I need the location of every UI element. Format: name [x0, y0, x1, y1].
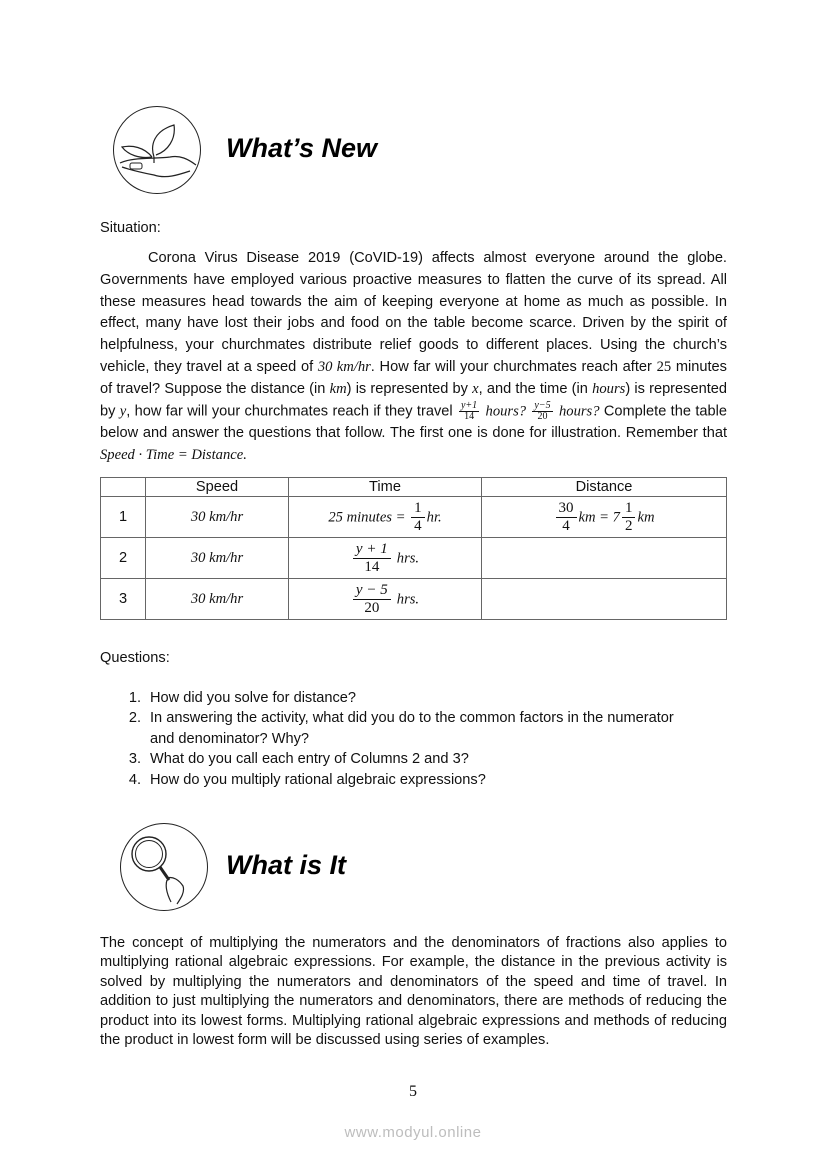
denominator: 14 — [464, 410, 475, 422]
hours-question: hours? — [485, 402, 527, 419]
hours-unit: hours — [592, 380, 626, 397]
denominator: 4 — [562, 517, 570, 534]
what-is-it-paragraph: The concept of multiplying the numerators and the denominators of fractions also applies to multiplying rational algebraic expressions. For example, the distance in the previous activity is solved by multiplying the numerators and denominators of the speed and time of travel. In addition to just multiplying the numerators and denominators, there are methods of reducing the product into its lowest forms. Multiplying rational algebraic expressions and methods of reducing the product in lowest form will be discussed using series of examples. — [100, 935, 727, 1049]
situation-paragraph — [100, 248, 727, 466]
time-suffix: hrs. — [396, 590, 420, 607]
distance-cell — [482, 497, 727, 538]
time-cell — [289, 497, 482, 538]
page-number: 5 — [409, 1083, 417, 1100]
situation-text: Complete the table below and answer the questions that follow. The first one is done for illustration. Remember that — [100, 402, 727, 441]
row-number: 2 — [101, 538, 146, 579]
question-text: and denominator? Why? — [150, 730, 310, 747]
situation-label: Situation: — [100, 220, 161, 236]
question-text: What do you call each entry of Columns 2 and 3? — [150, 751, 469, 768]
question-number: 4. — [128, 771, 141, 788]
table-header-row — [101, 478, 727, 497]
numerator: y+1 — [460, 399, 478, 411]
minutes-value: 25 — [656, 358, 672, 375]
speed-cell: 30 km/hr — [146, 538, 289, 579]
situation-text: Corona Virus Disease 2019 (CoVID-19) affects almost everyone around the globe. Governments have employed various proactive measures to flatten the curve of its spread. All these measures head towards the aim of keeping everyone at home as much as possible. In effect, many have lost their jobs and food on the table become scarce. Driven by the spirit of helpfulness, your churchmates distribute relief goods to different places. Using the church’s vehicle, they travel at a speed of — [100, 250, 727, 375]
numerator: y − 5 — [353, 582, 391, 600]
speed-cell: 30 km/hr — [146, 497, 289, 538]
row-number: 3 — [101, 579, 146, 620]
plant-in-hand-icon — [113, 106, 201, 194]
numerator: y + 1 — [353, 541, 391, 559]
row-number: 1 — [101, 497, 146, 538]
time-suffix: hrs. — [396, 549, 420, 566]
question-number: 1. — [128, 690, 141, 706]
table-header: Time — [289, 478, 482, 497]
denominator: 14 — [364, 558, 380, 575]
section-title-whats-new: What’s New — [226, 133, 378, 163]
fraction — [622, 500, 636, 535]
distance-suffix: km — [637, 508, 655, 525]
fraction — [353, 541, 391, 576]
formula: Speed · Time = Distance. — [100, 446, 247, 463]
fraction-y-plus-1-over-14 — [459, 401, 479, 422]
time-prefix: 25 minutes = — [328, 508, 410, 525]
distance-cell[interactable] — [482, 538, 727, 579]
question-text: How do you multiply rational algebraic expressions? — [150, 771, 486, 788]
situation-text: minutes of travel? Suppose the distance (in — [100, 358, 727, 397]
numerator: 1 — [622, 500, 636, 518]
situation-text: , how far will your churchmates reach if they travel — [126, 402, 453, 419]
fraction — [556, 500, 577, 535]
numerator: 1 — [411, 500, 425, 518]
denominator: 2 — [624, 517, 633, 534]
question-item — [117, 708, 737, 728]
table-header — [101, 478, 146, 497]
hours-question: hours? — [558, 402, 600, 419]
denominator: 20 — [364, 599, 380, 616]
situation-text: ) is represented by — [100, 380, 727, 419]
situation-text: , and the time (in — [478, 380, 588, 397]
question-item — [117, 688, 737, 708]
question-text: In answering the activity, what did you do to the common factors in the numerator — [150, 710, 674, 727]
fraction-y-minus-5-over-20 — [532, 401, 552, 422]
distance-cell[interactable] — [482, 579, 727, 620]
watermark: www.modyul.online — [344, 1124, 482, 1141]
denominator: 20 — [537, 410, 548, 422]
numerator: 30 — [556, 500, 577, 518]
denominator: 4 — [414, 517, 422, 534]
time-cell — [289, 579, 482, 620]
var-x: x — [472, 380, 479, 397]
magnifying-glass-icon — [120, 823, 208, 911]
questions-label: Questions: — [100, 650, 170, 666]
questions-list — [117, 688, 737, 790]
table-row — [101, 497, 727, 538]
situation-text: . How far will your churchmates reach after — [370, 358, 652, 375]
section-title-what-is-it: What is It — [226, 850, 346, 880]
fraction — [411, 500, 425, 535]
var-y: y — [119, 402, 127, 419]
question-number: 3. — [128, 751, 141, 768]
time-cell — [289, 538, 482, 579]
question-item — [117, 770, 737, 790]
table-header: Speed — [146, 478, 289, 497]
question-text: How did you solve for distance? — [150, 690, 357, 706]
fraction — [353, 582, 391, 617]
question-item — [117, 749, 737, 769]
speed-value: 30 km/hr — [317, 358, 371, 375]
distance-mid: km = 7 — [578, 508, 620, 525]
situation-text: ) is represented by — [346, 380, 468, 397]
table-row — [101, 579, 727, 620]
question-item-continuation — [117, 729, 737, 749]
time-suffix: hr. — [426, 508, 442, 525]
speed-cell: 30 km/hr — [146, 579, 289, 620]
numerator: y−5 — [534, 399, 551, 411]
table-row — [101, 538, 727, 579]
speed-time-distance-table — [100, 477, 727, 620]
km-unit: km — [329, 380, 347, 397]
table-header: Distance — [482, 478, 727, 497]
question-number: 2. — [128, 710, 141, 727]
